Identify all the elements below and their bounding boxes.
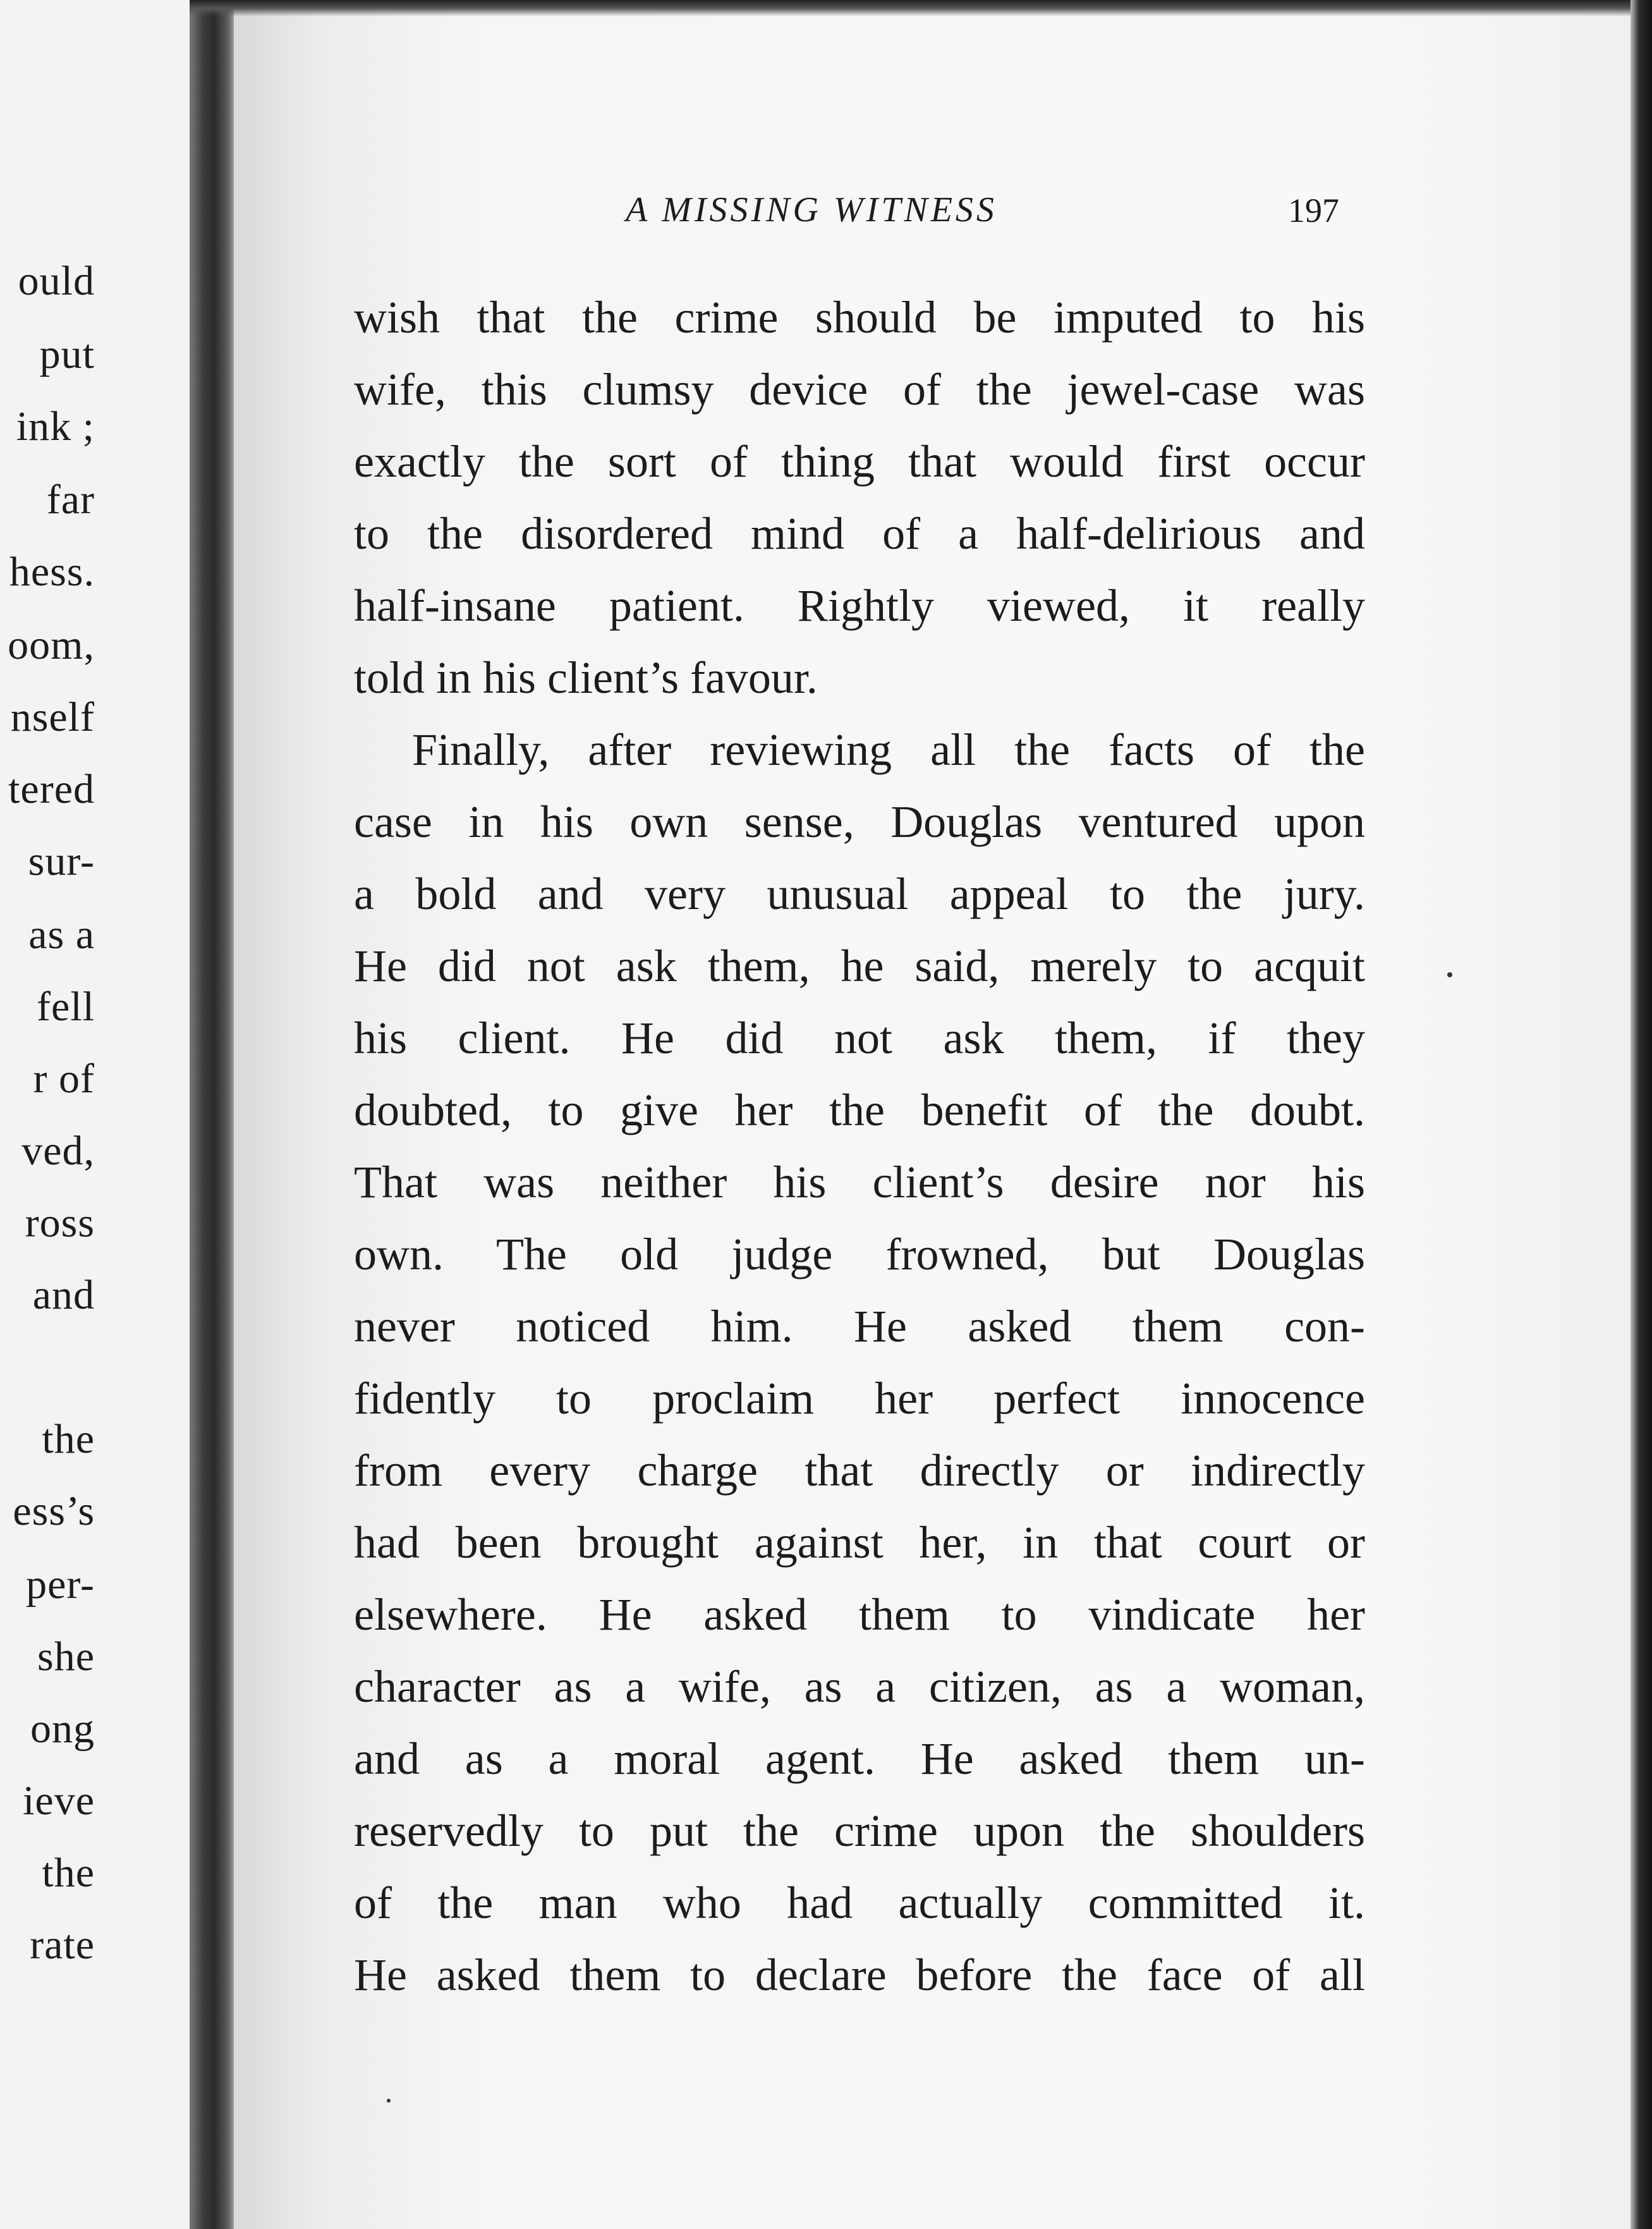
text-line: his client. He did not ask them, if they <box>354 1013 1365 1063</box>
top-edge-shadow <box>190 0 1643 16</box>
paragraph <box>354 714 1365 2011</box>
text-line: to the disordered mind of a half-delirious and <box>354 508 1365 559</box>
left-page-line: ong <box>30 1706 95 1752</box>
left-page-line: the <box>42 1850 95 1896</box>
left-page-line: put <box>39 331 95 377</box>
text-line: told in his client’s favour. <box>354 652 818 703</box>
left-page-line: oom, <box>8 622 95 668</box>
left-page-line: ould <box>18 258 95 304</box>
text-line: exactly the sort of thing that would first occur <box>354 436 1365 487</box>
page-number: 197 <box>1288 192 1339 229</box>
left-page-line: and <box>32 1272 95 1318</box>
left-page-line: r of <box>33 1056 95 1102</box>
left-page-line: tered <box>8 766 95 812</box>
left-page-line: far <box>46 477 95 523</box>
text-line: own. The old judge frowned, but Douglas <box>354 1229 1365 1279</box>
text-line: and as a moral agent. He asked them un- <box>354 1733 1365 1784</box>
body-text <box>354 281 1365 2011</box>
left-page-line: ink ; <box>16 403 95 449</box>
left-page-line: ved, <box>21 1128 95 1174</box>
text-line: doubted, to give her the benefit of the doubt. <box>354 1085 1365 1135</box>
text-line: reservedly to put the crime upon the shoulders <box>354 1805 1365 1856</box>
facing-page-left <box>0 0 190 2229</box>
text-line: had been brought against her, in that court or <box>354 1517 1365 1568</box>
left-page-line: per- <box>26 1561 95 1608</box>
right-page-edge <box>1631 0 1652 2229</box>
left-page-line: nself <box>10 694 95 740</box>
print-speck <box>1447 972 1452 977</box>
text-line: from every charge that directly or indirectly <box>354 1445 1365 1496</box>
paragraph <box>354 281 1365 714</box>
left-page-line: ieve <box>23 1778 95 1824</box>
left-page-line: the <box>42 1416 95 1462</box>
text-line: character as a wife, as a citizen, as a woman, <box>354 1661 1365 1712</box>
text-line: wife, this clumsy device of the jewel-case was <box>354 364 1365 415</box>
running-title: A MISSING WITNESS <box>626 190 997 229</box>
text-line: a bold and very unusual appeal to the jury. <box>354 869 1365 919</box>
text-line: He asked them to declare before the face of all <box>354 1950 1365 2000</box>
left-page-line: ess’s <box>13 1488 95 1534</box>
text-line: half-insane patient. Rightly viewed, it really <box>354 580 1365 631</box>
text-line: That was neither his client’s desire nor his <box>354 1157 1365 1207</box>
left-page-line: sur- <box>28 838 95 884</box>
left-page-line: hess. <box>9 549 95 595</box>
text-line: never noticed him. He asked them con- <box>354 1301 1365 1352</box>
text-line: He did not ask them, he said, merely to acquit <box>354 941 1365 991</box>
left-page-line: rate <box>30 1922 95 1968</box>
text-line: case in his own sense, Douglas ventured upon <box>354 797 1365 847</box>
text-line: Finally, after reviewing all the facts of the <box>412 724 1365 775</box>
print-speck <box>387 2099 391 2103</box>
left-page-line: ross <box>25 1200 95 1246</box>
text-line: of the man who had actually committed it. <box>354 1878 1365 1928</box>
left-page-line: fell <box>37 984 95 1030</box>
text-line: wish that the crime should be imputed to his <box>354 292 1365 343</box>
book-spine-gutter <box>190 0 234 2229</box>
left-page-line: as a <box>28 912 95 958</box>
text-line: fidently to proclaim her perfect innocence <box>354 1373 1365 1424</box>
left-page-line: she <box>37 1634 95 1680</box>
text-line: elsewhere. He asked them to vindicate her <box>354 1589 1365 1640</box>
